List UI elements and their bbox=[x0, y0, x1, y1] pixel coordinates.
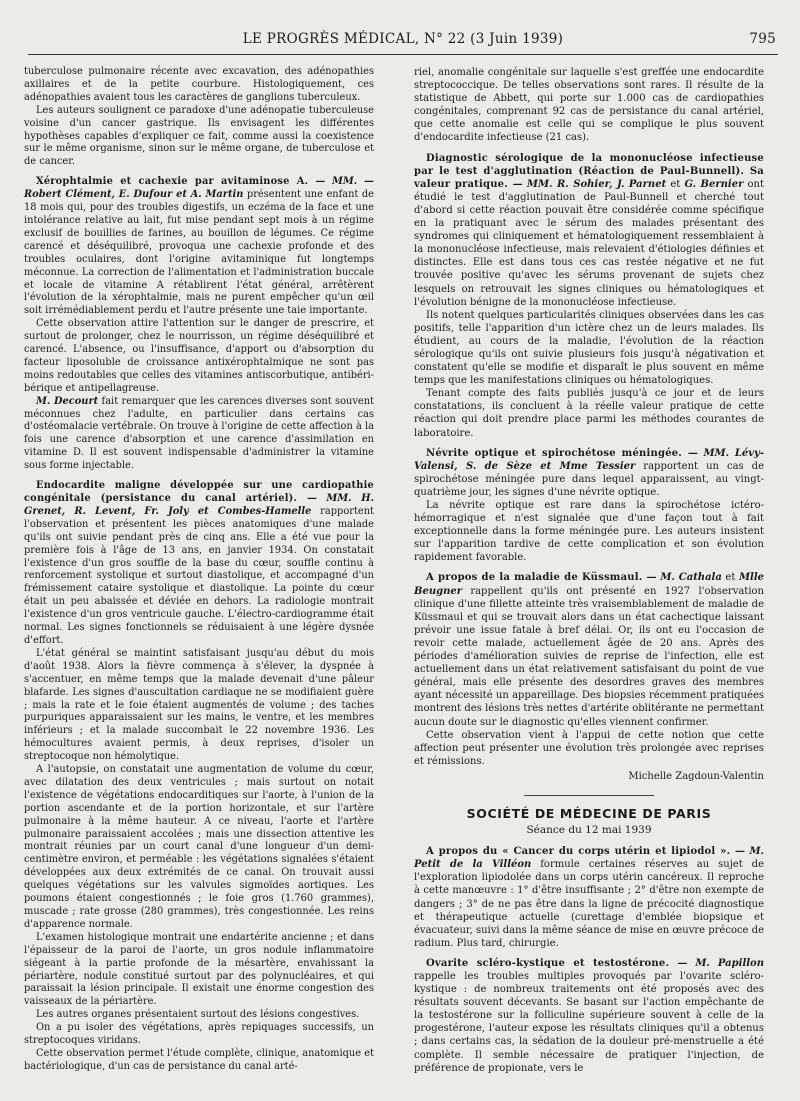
paragraph: L'état général se maintint satisfaisant jusqu'au début du mois d'août 1938. Alors la fièvre commença à s'élever, la dyspnée à s'accentuer, en même temps que la malade devenait d'une pâleur blafarde. Les signes d'auscultation cardiaque ne se modifiaient guère ; mais la rate et le foie étaient augmentés de volume ; des taches purpuriques apparaissaient sur les mains, le ventre, et les membres inférieurs ; et la malade succombait le 22 novembre 1936. Les hémocultures avaient permis, à deux reprises, d'isoler un streptocoque non hémolytique. bbox=[24, 647, 374, 763]
article-lipiodol bbox=[414, 845, 764, 950]
paragraph: A l'autopsie, on constatait une augmentation de volume du cœur, avec dilatation des deux ventricules ; mais surtout on notait l'existence de végétations endocarditiques sur l'aorte, à l'union de la portion ascendante et de la portion horizontale, et sur l'artère pulmonaire à la même hauteur. A ce niveau, l'aorte et l'artère pulmonaire paraissaient accolées ; mais une dissection attentive les montrait réunies par un court canal d'une longueur d'un demi-centimètre environ, et perméable : les végétations signalées s'étaient développées aux deux extrémités de ce canal. On trouvait aussi quelques végétations sur les valvules sigmoïdes aortiques. Les poumons étaient congestionnés ; le foie gros (1.760 grammes), muscade ; rate grosse (280 grammes), très congestionnée. Les reins d'apparence normale. bbox=[24, 764, 374, 930]
article-heading: A propos de la maladie de Küssmaul. — bbox=[426, 572, 657, 584]
paragraph: L'examen histologique montrait une endartérite ancienne ; et dans l'épaisseur de la paroi de l'aorte, un gros nodule inflammatoire siégeant à la partie profonde de la mésartère, envahissant la périartère, nodule constitué surtout par des polynucléaires, et qui paraissait la lésion principale. Il existait une énorme congestion des vaisseaux de la périartère. bbox=[24, 931, 374, 1008]
right-column bbox=[414, 66, 764, 1075]
article-heading: Diagnostic sérologique de la mononucléose infectieuse par le test d'agglutination (Réaction de Paul-Bunnell). Sa valeur pratique. — bbox=[414, 152, 764, 190]
session-date: Séance du 12 mai 1939 bbox=[526, 824, 652, 837]
article-ovarite bbox=[414, 957, 764, 1075]
article-heading: Endocardite maligne développée sur une cardiopathie congénitale (persistance du canal artériel). — bbox=[24, 480, 374, 504]
article-heading: Xérophtalmie et cachexie par avitaminose A. — bbox=[36, 176, 326, 188]
discussant-name: M. Decourt bbox=[36, 395, 99, 407]
paragraph: Tenant compte des faits publiés jusqu'à ce jour et de leurs constatations, ils concluent à la réelle valeur pratique de cette réaction qui doit prendre place parmi les méthodes courantes de laboratoire. bbox=[414, 388, 764, 439]
paragraph: La névrite optique est rare dans la spirochétose ictéro-hémorragique et n'est signalée que d'une façon tout à fait exceptionnelle dans la forme méningée pure. Les auteurs insistent sur l'apparition tardive de cette complication et son évolution rapidement favorable. bbox=[414, 500, 764, 564]
paragraph: Les autres organes présentaient surtout des lésions congestives. bbox=[36, 1009, 360, 1021]
article-text: rapportent l'observation et présentent les pièces anatomiques d'une malade qu'ils ont suivie pendant près de cinq ans. Elle a été vue pour la première fois à l'âge de 13 ans, en janvier 1934. On constatait l'existence d'un gros souffle de la base du cœur, souffle continu à renforcement systolique et surtout diastolique, et accompagné d'un frémissement cataire systolique et diastolique. La pointe du cœur était un peu abaissée et déviée en dehors. La radiologie montrait l'existence d'un gros ventricule gauche. L'électro-cardiogramme était normal. Les signes fonctionnels se réduisaient à une légère dysnée d'effort. bbox=[24, 505, 374, 646]
article-authors: MM. Lévy-Valensi, S. de Sèze et Mme Tessier bbox=[414, 447, 764, 472]
paragraph: riel, anomalie congénitale sur laquelle s'est greffée une endocardite streptococcique. De telles observations sont rares. Il résulte de la statistique de Abbett, qui porte sur 1.000 cas de cardiopathies congénitales, comprenant 92 cas de persistance du canal artériel, que cette anomalie est celle qui se complique le plus souvent d'endocardite infectieuse (21 cas). bbox=[414, 67, 764, 144]
article-authors: MM. H. Grenet, R. Levent, Fr. Joly et Combes-Hamelle bbox=[24, 493, 374, 517]
article-endocardite bbox=[24, 480, 374, 1074]
article-text: ont étudié le test d'agglutination de Paul-Bunnell et cherché tout d'abord si cette réaction pouvait être considérée comme spécifique en la pratiquant avec le sérum des malades présentant des syndromes qui cliniquement et hématologiquement ressemblaient à la mononucléose infectieuse, mais relevaient d'étiologies définies et distinctes. Elle est dans tous ces cas restée négative et ne fut trouvée positive qu'avec les sérums provenant de sujets chez lesquels on retrouvait les signes cliniques ou hématologiques et l'évolution bénigne de la mononucléose infectieuse. bbox=[414, 178, 764, 308]
article-xerophtalmie bbox=[24, 176, 374, 473]
article-nevrite bbox=[414, 447, 764, 565]
article-authors: M. Cathala bbox=[660, 572, 722, 584]
article-heading: Névrite optique et spirochétose méningée. — bbox=[426, 447, 699, 459]
article-text: rappelle les troubles multiples provoqués par l'ovarite scléro-kystique : de nombreux traitements ont été proposés avec des résultats souvent décevants. Se basant sur l'action empêchante de la testostérone sur la folliculine supérieure souvent à celle de la progestérone, l'auteur expose les résultats cliniques qu'il a obtenus ; dans certains cas, la sédation de la douleur pré-menstruelle a été complète. Il semble nécessaire de pratiquer l'injection, de préférence de propionate, vers le bbox=[414, 971, 764, 1074]
section-divider bbox=[524, 795, 654, 796]
article-text: rapportent un cas de spirochétose méningée pure dans lequel apparaissent, au vingt-quatrième jour, les signes d'une névrite optique. bbox=[414, 460, 765, 498]
society-title: SOCIÉTÉ DE MÉDECINE DE PARIS bbox=[466, 805, 712, 821]
article-text: rappellent qu'ils ont présenté en 1927 l'observation clinique d'une fillette atteinte très vraisemblablement de maladie de Küssmaul et qui se trouvait alors dans un état cachectique laissant prévoir une issue fatale à bref délai. Or, ils ont eu l'occasion de revoir cette malade, actuellement âgée de 20 ans. Après des périodes d'amélioration suivies de reprise de l'infection, elle est actuellement dans un état relativement satisfaisant du point de vue général, mais elle présente des desordres graves des membres ayant nécessité un appareillage. Des biopsies récemment pratiquées montrent des lésions très nettes d'artérite oblitérante ne permettant aucun doute sur le diagnostic qu'elles viennent confirmer. bbox=[414, 585, 764, 728]
article-text: formule certaines réserves au sujet de l'exploration lipiodolée dans un corps utérin cancéreux. Il reproche à cette manœuvre : 1° d'être insuffisante ; 2° d'être non exempte de dangers ; 3° de ne pas être dans la ligne de précocité diagnostique et thérapeutique actuelle (curettage d'emblée biopsique et évacuateur, suivi dans la même séance de mise en œuvre précoce de radium. Plus tard, chirurgie. bbox=[414, 859, 764, 949]
page-header bbox=[28, 28, 778, 55]
article-mononucleose bbox=[414, 152, 764, 440]
conjunction: et bbox=[721, 572, 739, 584]
signature: Michelle Zagdoun-Valentin bbox=[628, 770, 764, 782]
paragraph: Cette observation permet l'étude complète, clinique, anatomique et bactériologique, d'un cas de persistance du canal arté- bbox=[24, 1047, 374, 1072]
paragraph: Les auteurs soulignent ce paradoxe d'une adénopatie tuberculeuse voisine d'un cancer gastrique. Ils envisagent les différentes hypothèses capables d'expliquer ce fait, comme aussi la coexistence sur le même organisme, sinon sur le même organe, de tuberculose et de cancer. bbox=[24, 104, 374, 168]
conjunction: et bbox=[666, 178, 685, 190]
article-text: présentent une enfant de 18 mois qui, pour des troubles digestifs, un eczéma de la face et une intolérance relative au lait, fut mise pendant sept mois à un régime exclusif de bouillies de farines, au bouillon de légumes. Ce régime carencé et déséquilibré, provoqua une cachexie profonde et des troubles oculaires, dont l'origine avitaminique fut longtemps méconnue. La correction de l'alimentation et l'administration buccale et locale de vitamine A rétablirent l'état général, arrêtèrent l'évolution de la xérophtalmie, mais ne purent empêcher qu'un œil soit irrémédiablement perdu et l'autre présente une taie importante. bbox=[24, 189, 374, 317]
article-heading: A propos du « Cancer du corps utérin et lipiodol ». — bbox=[426, 846, 746, 858]
page-number: 795 bbox=[749, 31, 776, 47]
article-authors: MM. —Robert Clément, E. Dufour et A. Martin bbox=[24, 176, 374, 201]
paragraph: Cette observation attire l'attention sur le danger de prescrire, et surtout de prolonger, chez le nourrisson, un régime déséquilibré et carencé. L'absence, ou l'insuffisance, d'apport ou d'absorption du facteur liposoluble de croissance antixérophtalmique ne sont pas moins redoutables que celles des vitamines antiscorbutique, antibéri-bérique et antipellagreuse. bbox=[24, 318, 374, 394]
article-authors: G. Bernier bbox=[684, 178, 744, 190]
paragraph: tuberculose pulmonaire récente avec excavation, des adénopathies axillaires et de la petite courbure. Histologiquement, ces adénopathies avaient tous les caractères de ganglions tuberculeux. bbox=[24, 66, 374, 103]
paragraph: Ils notent quelques particularités cliniques observées dans les cas positifs, telle l'apparition d'un ictère chez un de leurs malades. Ils étudient, au cours de la maladie, l'évolution de la réaction sérologique qu'ils ont suivie plusieurs fois jusqu'à négativation et constatent qu'elle se modifie et disparaît le plus souvent en même temps que les manifestations cliniques ou hématologiques. bbox=[414, 309, 764, 387]
paragraph: Cette observation vient à l'appui de cette notion que cette affection peut présenter une évolution très prolongée avec reprises et rémissions. bbox=[414, 729, 764, 767]
article-authors: M. Petit de la Villéon bbox=[414, 846, 764, 871]
article-heading: Ovarite scléro-kystique et testostérone. — bbox=[426, 957, 688, 969]
running-title: LE PROGRÈS MÉDICAL, N° 22 (3 Juin 1939) bbox=[242, 31, 564, 47]
paragraph: On a pu isoler des végétations, après repiquages successifs, un streptocoques viridans. bbox=[24, 1022, 374, 1047]
article-text: fait remarquer que les carences diverses sont souvent méconnues chez l'adulte, en particulier dans certains cas d'ostéomalacie vertébrale. On trouve à l'origine de cette affection à la fois une carence d'absorption et une carence d'assimilation en vitamine D. Il est souvent indispensable d'administrer la vitamine sous forme injectable. bbox=[24, 395, 374, 472]
article-authors: M. Papillon bbox=[695, 957, 764, 969]
left-column bbox=[24, 66, 374, 1074]
article-authors: MM. R. Sohier, J. Parnet bbox=[526, 178, 667, 190]
article-authors: Mlle Beugner bbox=[414, 572, 764, 597]
article-kussmaul bbox=[414, 571, 764, 783]
